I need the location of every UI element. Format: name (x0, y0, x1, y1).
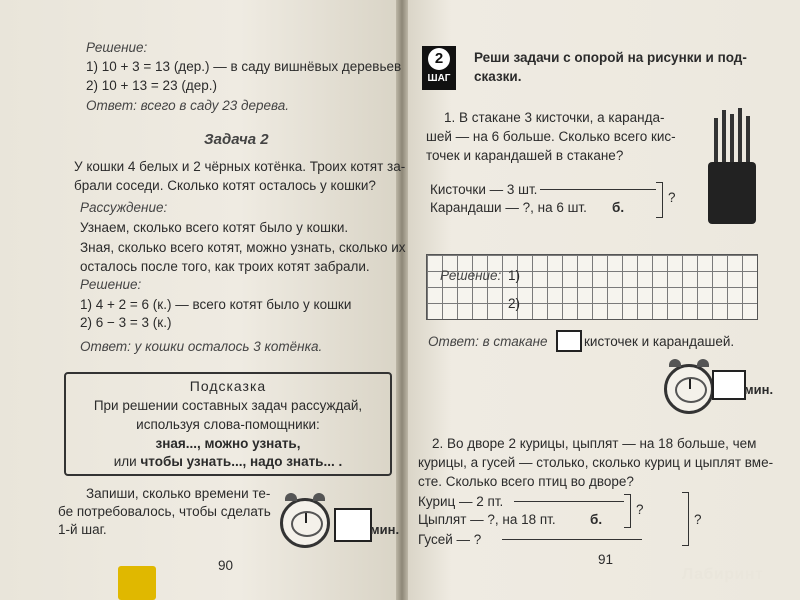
hint-line2: используя слова-помощники: (136, 417, 320, 432)
hint-line4 (66, 454, 390, 469)
scheme2-q-outer: ? (694, 512, 702, 527)
instruction-line2: сказки. (474, 69, 522, 84)
scheme1-more: б. (612, 200, 625, 215)
scheme2-q-inner: ? (636, 502, 644, 517)
step-word: ШАГ (427, 73, 451, 84)
scheme1-question: ? (668, 190, 676, 205)
scheme2-more: б. (590, 512, 603, 527)
solution2-line2: 2) 6 − 3 = 3 (к.) (80, 315, 172, 330)
task2-line2: брали соседи. Сколько котят осталось у кошки? (74, 178, 376, 193)
page-number-right: 91 (598, 552, 614, 567)
book-gutter (396, 0, 408, 600)
scheme2-row1: Куриц — 2 пт. (418, 494, 504, 509)
min-label: мин. (744, 382, 774, 397)
answer1-input-box[interactable] (556, 330, 582, 352)
problem2-line1: 2. Во дворе 2 курицы, цыплят — на 18 больше, чем (432, 436, 757, 451)
write-time-line1: Запиши, сколько времени те- (86, 486, 271, 501)
hint-line1: При решении составных задач рассуждай, (93, 398, 363, 413)
answer2: Ответ: у кошки осталось 3 котёнка. (80, 339, 323, 354)
page-number-left: 90 (218, 558, 234, 573)
alarm-clock-icon (664, 364, 714, 414)
solution-grid[interactable] (426, 254, 758, 320)
reasoning-line3: осталось после того, как троих котят забрали. (80, 259, 370, 274)
solution1-line2: 2) 10 + 13 = 23 (дер.) (86, 78, 217, 93)
grid-solution-label: Решение: (440, 268, 502, 283)
scheme1-bracket (656, 182, 663, 218)
scheme1-row2: Карандаши — ?, на 6 шт. (430, 200, 587, 215)
answer1: Ответ: всего в саду 23 дерева. (86, 98, 290, 113)
bookmark-tab (118, 566, 156, 600)
problem2-line3: сте. Сколько всего птиц во дворе? (418, 474, 634, 489)
pencil-cup-icon (704, 108, 760, 224)
step-badge (422, 46, 456, 90)
task2-line1: У кошки 4 белых и 2 чёрных котёнка. Троих котят за- (74, 159, 406, 174)
watermark-logo: Лабиринт (682, 566, 764, 583)
solution1-line1: 1) 10 + 3 = 13 (дер.) — в саду вишнёвых деревьев (86, 59, 402, 74)
hint-line4-prefix: или (113, 454, 137, 469)
problem1-line2: шей — на 6 больше. Сколько всего кис- (426, 129, 676, 144)
grid-row1: 1) (508, 268, 521, 283)
solution2-line1: 1) 4 + 2 = 6 (к.) — всего котят было у кошки (80, 297, 352, 312)
hint-line4-bold: чтобы узнать..., надо знать... . (140, 454, 343, 469)
write-time-line2: бе потребовалось, чтобы сделать (58, 504, 271, 519)
min-label: мин. (370, 522, 400, 537)
scheme2-row2: Цыплят — ?, на 18 пт. (418, 512, 556, 527)
reasoning-label: Рассуждение: (80, 200, 168, 215)
step-number: 2 (428, 48, 450, 70)
write-time-line3: 1-й шаг. (58, 522, 107, 537)
solution1-label: Решение: (86, 40, 148, 55)
scheme1-row1: Кисточки — 3 шт. (430, 182, 538, 197)
hint-title: Подсказка (189, 378, 267, 394)
time-input-box[interactable] (334, 508, 372, 542)
answer1-suffix: кисточек и карандашей. (584, 334, 735, 349)
hint-box (64, 372, 392, 476)
answer1-prefix: Ответ: в стакане (428, 334, 548, 349)
scheme2-row3: Гусей — ? (418, 532, 482, 547)
reasoning-line2: Зная, сколько всего котят, можно узнать, сколько их (80, 240, 406, 255)
scheme2-inner-bracket (624, 494, 631, 528)
alarm-clock-icon (280, 498, 330, 548)
problem2-line2: курицы, а гусей — столько, сколько куриц и цыплят вме- (418, 455, 774, 470)
time-input-box[interactable] (712, 370, 746, 400)
problem1-line3: точек и карандашей в стакане? (426, 148, 624, 163)
task2-title: Задача 2 (204, 131, 269, 148)
problem1-line1: 1. В стакане 3 кисточки, а каранда- (444, 110, 665, 125)
hint-line3: зная..., можно узнать, (155, 436, 301, 451)
scheme2-outer-bracket (682, 492, 689, 546)
reasoning-line1: Узнаем, сколько всего котят было у кошки. (80, 220, 349, 235)
scheme1-arrow (540, 189, 656, 190)
scheme2-arrow (514, 501, 624, 502)
scheme2-arrow2 (502, 539, 642, 540)
instruction-line1: Реши задачи с опорой на рисунки и под- (474, 50, 747, 65)
solution2-label: Решение: (80, 277, 142, 292)
grid-row2: 2) (508, 296, 521, 311)
